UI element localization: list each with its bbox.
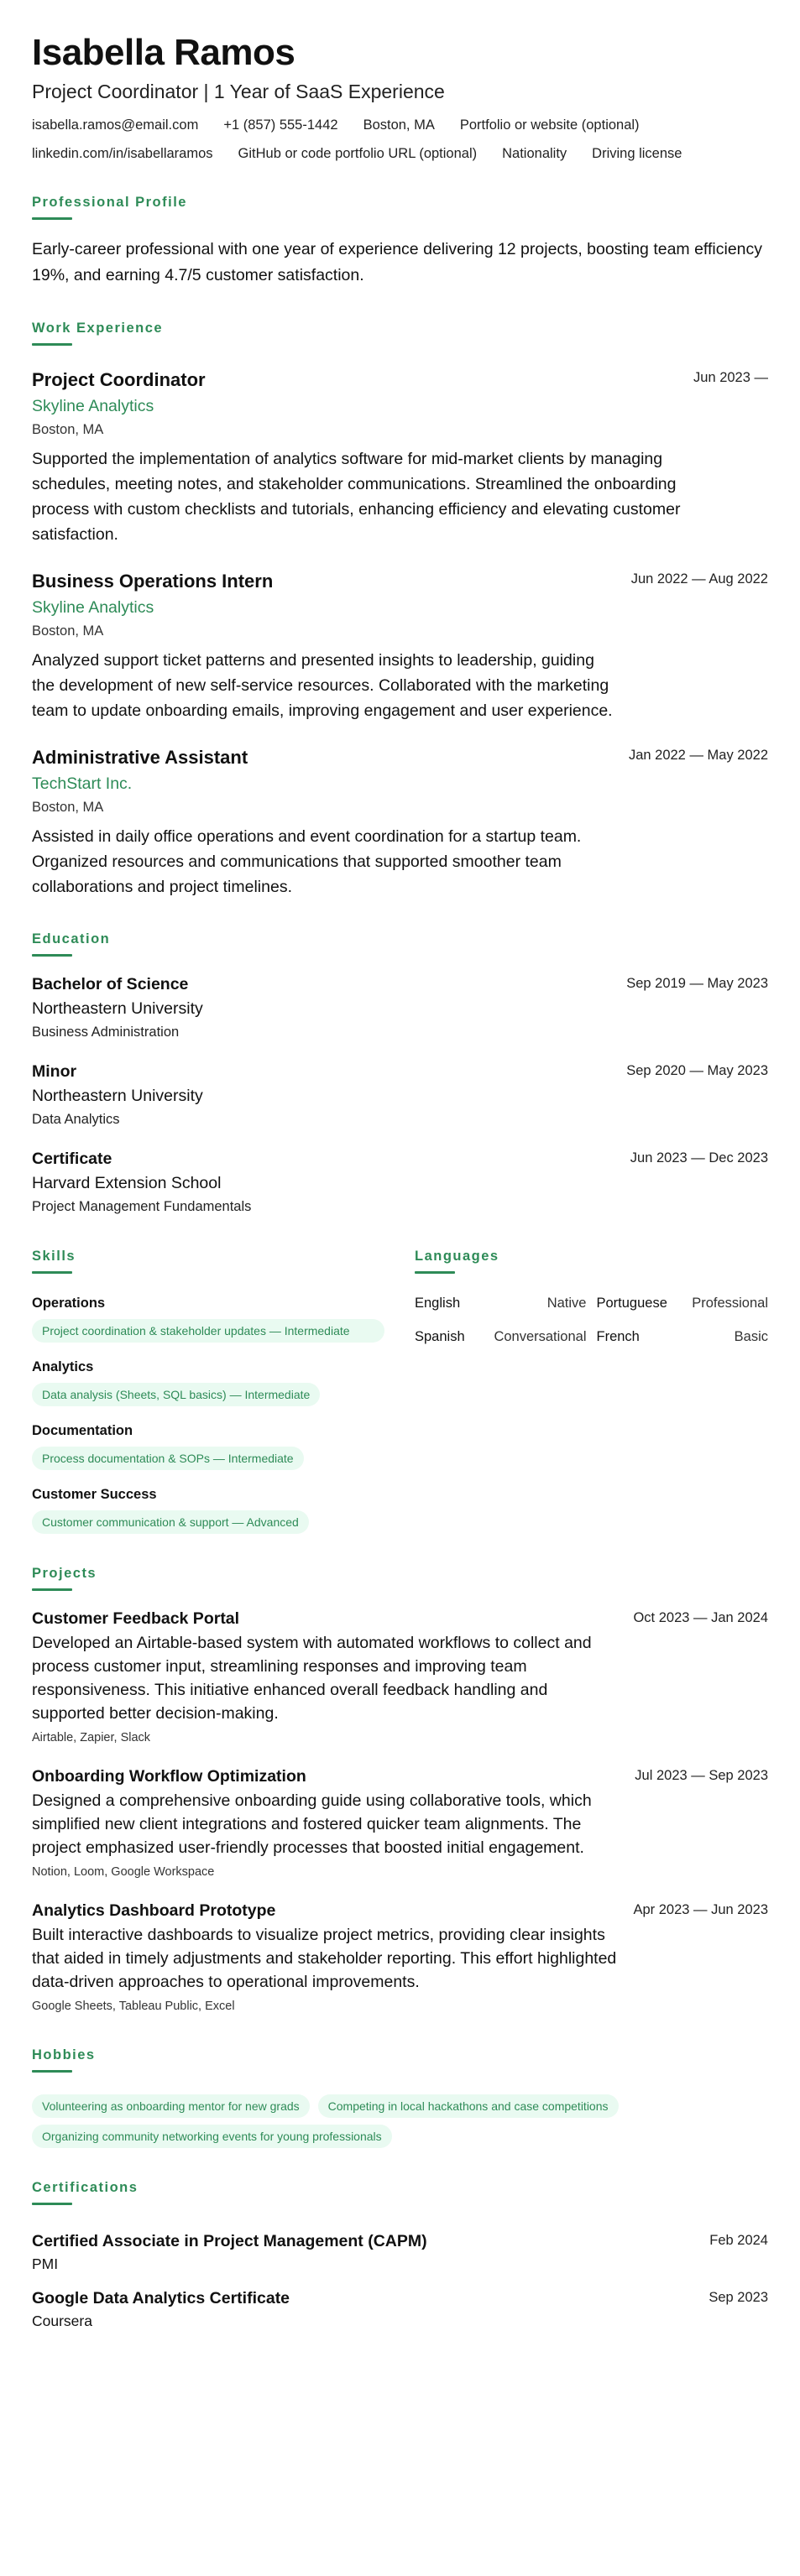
certification-name: Google Data Analytics Certificate: [32, 2289, 290, 2307]
language-level: Native: [546, 1296, 587, 1311]
skills-section: [32, 1247, 384, 1534]
project-name: Analytics Dashboard Prototype: [32, 1901, 276, 1920]
project-tools: Google Sheets, Tableau Public, Excel: [32, 2000, 235, 2013]
language-item: [415, 1294, 587, 1312]
language-name: English: [415, 1296, 461, 1311]
company-name: Skyline Analytics: [32, 598, 154, 617]
job-title: Project Coordinator: [32, 369, 206, 390]
section-title-experience: Work Experience: [32, 321, 164, 336]
project-name: Onboarding Workflow Optimization: [32, 1767, 306, 1786]
project-description: Developed an Airtable-based system with automated workflows to collect and process customer input, streamlining responses and improving team responsiveness. This initiative enhanced overall feedback handling and supported better decision-making.: [32, 1634, 592, 1723]
section-title-certifications: Certifications: [32, 2180, 139, 2195]
degree-name: Minor: [32, 1062, 77, 1081]
language-item: [415, 1327, 587, 1346]
section-title-skills: Skills: [32, 1249, 76, 1264]
experience-entry: [32, 745, 768, 900]
education-section: [32, 930, 768, 1217]
field-of-study: Business Administration: [32, 1025, 180, 1040]
skill-tag: Customer communication & support — Advanced: [32, 1510, 309, 1534]
job-dates: Jun 2023 —: [693, 370, 768, 385]
languages-section: [415, 1247, 768, 1534]
field-of-study: Data Analytics: [32, 1112, 120, 1127]
experience-entry: [32, 368, 768, 547]
language-level: Conversational: [494, 1329, 587, 1344]
education-entry: [32, 973, 768, 1042]
job-description: Supported the implementation of analytics software for mid-market clients by managing schedules, meeting notes, and stakeholder communications. Streamlined the onboarding process with custom checklists and tutorials, enhancing efficiency and elevating customer satisfaction.: [32, 450, 681, 544]
project-dates: Oct 2023 — Jan 2024: [633, 1610, 768, 1625]
company-name: Skyline Analytics: [32, 397, 154, 415]
project-tools: Airtable, Zapier, Slack: [32, 1731, 151, 1744]
experience-entry: [32, 569, 768, 723]
project-name: Customer Feedback Portal: [32, 1609, 240, 1628]
job-dates: Jun 2022 — Aug 2022: [630, 571, 768, 587]
school-name: Northeastern University: [32, 999, 203, 1018]
experience-section: [32, 319, 768, 900]
contact-linkedin[interactable]: linkedin.com/in/isabellaramos: [32, 146, 213, 161]
project-description: Built interactive dashboards to visualize project metrics, providing clear insights that aided in timely adjustments and stakeholder reporting. This effort highlighted data-driven approaches to operational improvements.: [32, 1926, 617, 1991]
section-title-projects: Projects: [32, 1566, 97, 1581]
skill-category: Documentation: [32, 1423, 133, 1438]
language-name: French: [596, 1329, 640, 1344]
skill-category: Operations: [32, 1296, 106, 1311]
degree-name: Certificate: [32, 1150, 112, 1168]
project-entry: [32, 1608, 768, 1747]
education-dates: Jun 2023 — Dec 2023: [630, 1150, 768, 1165]
certification-entry: [32, 2230, 768, 2274]
school-name: Northeastern University: [32, 1087, 203, 1105]
projects-section: [32, 1564, 768, 2015]
certification-date: Sep 2023: [708, 2290, 768, 2305]
project-tools: Notion, Loom, Google Workspace: [32, 1865, 215, 1879]
section-title-hobbies: Hobbies: [32, 2047, 96, 2062]
job-description: Analyzed support ticket patterns and presented insights to leadership, guiding the development of new self-service resources. Collaborated with the marketing team to update onboarding emails, improving engagement and user experience.: [32, 651, 613, 720]
certification-issuer: Coursera: [32, 2313, 92, 2329]
education-dates: Sep 2020 — May 2023: [626, 1063, 768, 1078]
job-dates: Jan 2022 — May 2022: [628, 748, 768, 763]
education-dates: Sep 2019 — May 2023: [626, 976, 768, 991]
job-title: Business Operations Intern: [32, 571, 274, 592]
education-entry: [32, 1148, 768, 1217]
certification-entry: [32, 2287, 768, 2331]
contact-email[interactable]: isabella.ramos@email.com: [32, 117, 199, 133]
project-description: Designed a comprehensive onboarding guide using collaborative tools, which simplified new client integrations and fostered quicker team alignments. The project emphasized user-friendly processes that boosted initial engagement.: [32, 1791, 592, 1857]
skills-languages-row: [32, 1247, 768, 1534]
section-divider: [415, 1271, 455, 1274]
project-dates: Jul 2023 — Sep 2023: [635, 1768, 768, 1783]
skill-tag: Data analysis (Sheets, SQL basics) — Intermediate: [32, 1383, 320, 1406]
hobby-tag: Organizing community networking events for young professionals: [32, 2125, 392, 2148]
contact-location: Boston, MA: [363, 117, 435, 133]
language-name: Portuguese: [596, 1296, 667, 1311]
section-divider: [32, 343, 72, 346]
language-item: [597, 1294, 769, 1312]
job-location: Boston, MA: [32, 623, 104, 639]
contact-portfolio[interactable]: Portfolio or website (optional): [459, 117, 640, 133]
job-description: Assisted in daily office operations and event coordination for a startup team. Organized resources and communications that supported smoother team collaborations and project timelines.: [32, 827, 582, 896]
project-entry: [32, 1765, 768, 1881]
skill-tag: Process documentation & SOPs — Intermediate: [32, 1447, 304, 1470]
skill-category: Analytics: [32, 1359, 94, 1374]
resume-header: [32, 32, 768, 163]
contact-driving-license: Driving license: [592, 146, 682, 161]
certification-name: Certified Associate in Project Management (CAPM): [32, 2232, 427, 2250]
hobby-list: [32, 2088, 768, 2148]
contact-list: [32, 116, 768, 163]
section-divider: [32, 954, 72, 957]
section-divider: [32, 1588, 72, 1591]
hobby-tag: Competing in local hackathons and case competitions: [318, 2094, 619, 2118]
language-list: [415, 1294, 768, 1346]
section-divider: [32, 1271, 72, 1274]
job-title: Administrative Assistant: [32, 747, 248, 768]
certification-issuer: PMI: [32, 2255, 59, 2272]
language-level: Professional: [692, 1296, 768, 1311]
profile-section: [32, 193, 768, 289]
job-location: Boston, MA: [32, 800, 104, 815]
contact-nationality: Nationality: [502, 146, 567, 161]
certification-date: Feb 2024: [709, 2233, 768, 2248]
profile-summary: Early-career professional with one year of experience delivering 12 projects, boosting team efficiency 19%, and earning 4.7/5 customer satisfaction.: [32, 240, 763, 284]
education-entry: [32, 1061, 768, 1129]
degree-name: Bachelor of Science: [32, 975, 189, 993]
section-title-profile: Professional Profile: [32, 195, 187, 210]
language-level: Basic: [734, 1329, 768, 1344]
section-title-languages: Languages: [415, 1249, 499, 1264]
skill-tag: Project coordination & stakeholder updates — Intermediate: [32, 1319, 384, 1343]
section-divider: [32, 217, 72, 220]
company-name: TechStart Inc.: [32, 774, 133, 793]
field-of-study: Project Management Fundamentals: [32, 1199, 252, 1214]
section-divider: [32, 2203, 72, 2205]
language-name: Spanish: [415, 1329, 465, 1344]
hobbies-section: [32, 2046, 768, 2148]
skill-category: Customer Success: [32, 1487, 157, 1502]
section-divider: [32, 2070, 72, 2073]
certifications-section: [32, 2178, 768, 2331]
project-dates: Apr 2023 — Jun 2023: [633, 1902, 768, 1917]
project-entry: [32, 1900, 768, 2015]
job-location: Boston, MA: [32, 422, 104, 437]
contact-github[interactable]: GitHub or code portfolio URL (optional): [238, 146, 478, 161]
school-name: Harvard Extension School: [32, 1174, 222, 1192]
contact-phone[interactable]: +1 (857) 555-1442: [223, 117, 338, 133]
section-title-education: Education: [32, 931, 111, 946]
language-item: [597, 1327, 769, 1346]
candidate-headline: Project Coordinator | 1 Year of SaaS Experience: [32, 81, 445, 102]
hobby-tag: Volunteering as onboarding mentor for new grads: [32, 2094, 310, 2118]
candidate-name: Isabella Ramos: [32, 32, 295, 73]
